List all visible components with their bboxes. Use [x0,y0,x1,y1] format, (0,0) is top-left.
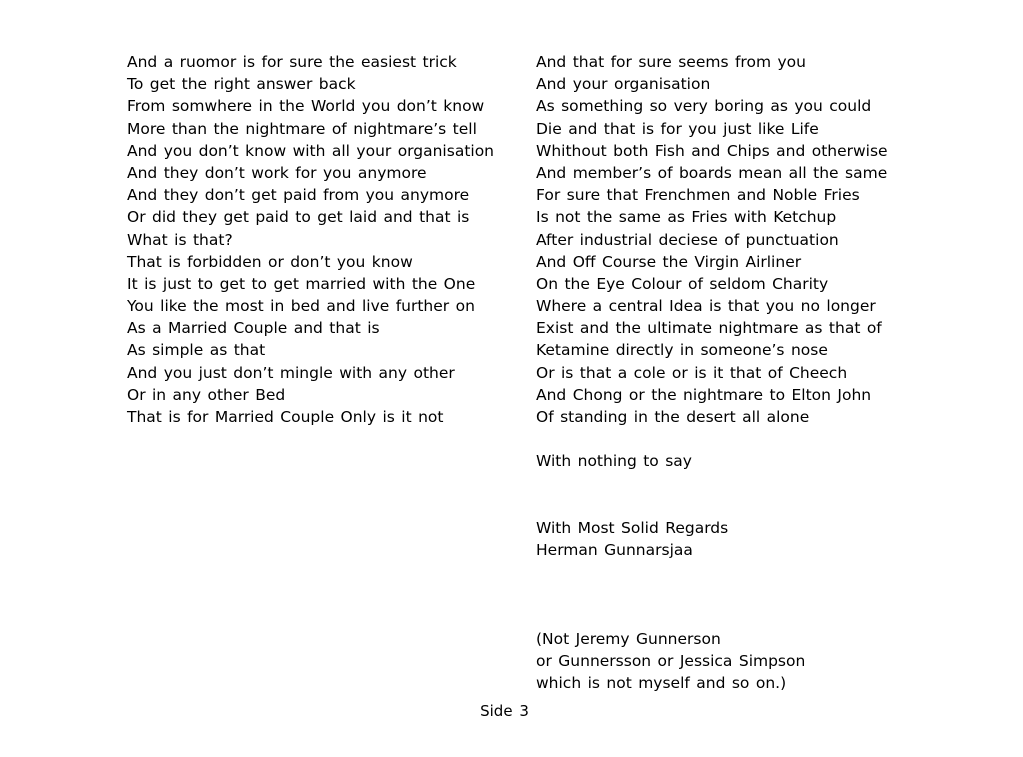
text-line: Die and that is for you just like Life [536,119,819,138]
text-line: And a ruomor is for sure the easiest trick [127,53,457,71]
text-line: Of standing in the desert all alone [536,408,810,426]
text-line: For sure that Frenchmen and Noble Fries [536,186,860,205]
text-line: As simple as that [127,341,266,360]
text-line: With Most Solid Regards [536,518,729,537]
text-line: With nothing to say [536,452,692,471]
text-line: Or did they get paid to get laid and that is [127,208,470,227]
text-line: That is forbidden or don’t you know [127,252,413,271]
text-line: And they don’t get paid from you anymore [127,186,470,205]
text-line: Or is that a cole or is it that of Cheech [536,363,848,382]
text-line: On the Eye Colour of seldom Charity [536,274,829,293]
text-line: And your organisation [536,75,711,94]
text-line: Ketamine directly in someone’s nose [536,341,828,360]
text-line: That is for Married Couple Only is it not [127,408,444,426]
text-line: Where a central Idea is that you no longer [536,297,876,316]
text-line: And member’s of boards mean all the same [536,163,888,182]
text-line: or Gunnersson or Jessica Simpson [536,652,806,671]
text-line: Or in any other Bed [127,385,286,404]
text-line [536,561,936,583]
text-line: And Off Course the Virgin Airliner [536,252,802,271]
text-line: What is that? [127,230,233,249]
text-line: And that for sure seems from you [536,53,806,71]
text-line: which is not myself and so on.) [536,674,787,693]
text-line: Exist and the ultimate nightmare as that of [536,319,882,338]
left-column [127,51,512,428]
text-line [536,584,936,606]
text-line: Whithout both Fish and Chips and otherwise [536,141,888,160]
text-line: As a Married Couple and that is [127,319,380,338]
text-line [536,473,936,495]
right-column [536,51,936,694]
text-line [536,606,936,628]
text-line: You like the most in bed and live further on [127,297,475,316]
text-line: As something so very boring as you could [536,97,872,116]
page-number: Side 3 [480,702,529,720]
text-line: And they don’t work for you anymore [127,163,427,182]
text-line: More than the nightmare of nightmare’s tell [127,119,477,138]
text-line: After industrial deciese of punctuation [536,230,839,249]
text-line: From somwhere in the World you don’t know [127,97,485,116]
text-line [536,495,936,517]
text-line: To get the right answer back [127,75,356,94]
text-line: And Chong or the nightmare to Elton John [536,385,872,404]
text-line [536,428,936,450]
text-line: (Not Jeremy Gunnerson [536,629,721,648]
text-line: And you don’t know with all your organisation [127,141,495,160]
text-line: And you just don’t mingle with any other [127,363,455,382]
text-line: Herman Gunnarsjaa [536,541,693,560]
text-line: It is just to get to get married with the One [127,274,476,293]
text-line: Is not the same as Fries with Ketchup [536,208,837,227]
